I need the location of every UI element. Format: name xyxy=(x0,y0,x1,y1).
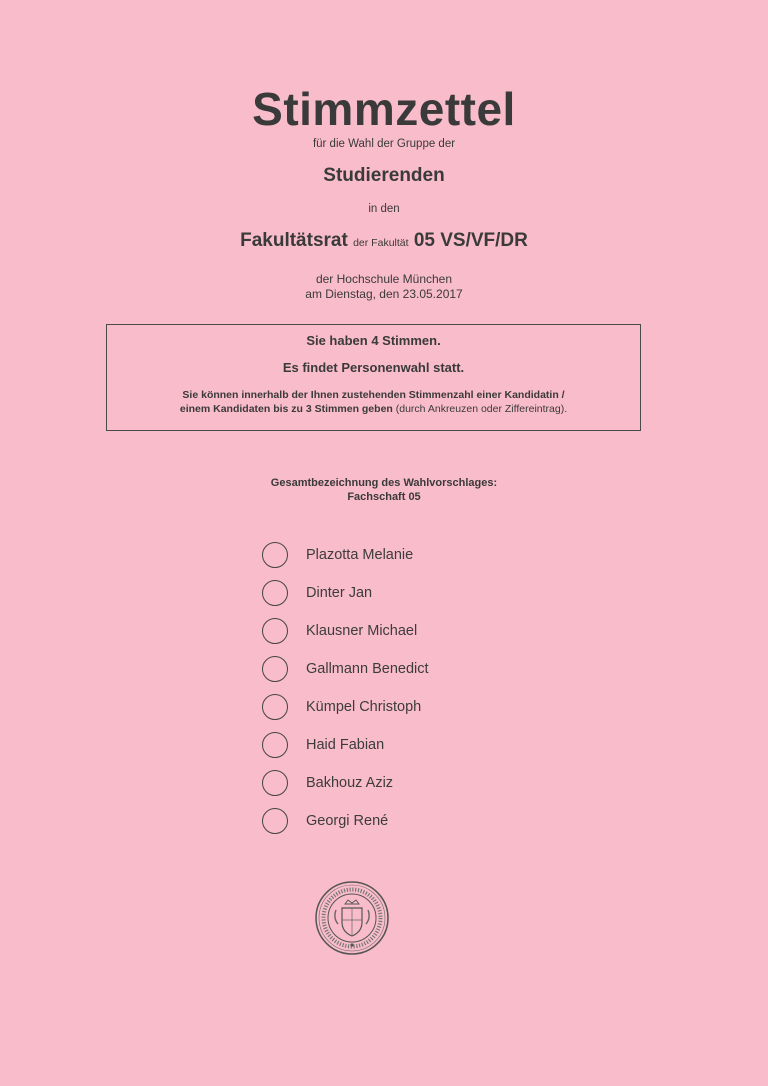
election-body xyxy=(0,230,768,252)
instructions-box xyxy=(106,324,641,431)
election-mode: Es findet Personenwahl statt. xyxy=(282,360,465,375)
ballot-title: Stimmzettel xyxy=(252,83,516,135)
candidate-name: Gallmann Benedict xyxy=(306,661,429,677)
group-prefix: für die Wahl der Gruppe der xyxy=(312,138,456,150)
voting-rule xyxy=(107,388,640,416)
body-name: Fakultätsrat xyxy=(240,230,348,251)
candidate-row[interactable] xyxy=(262,536,562,574)
candidate-name: Georgi René xyxy=(306,813,389,829)
faculty-name: 05 VS/VF/DR xyxy=(413,230,528,251)
vote-circle-icon[interactable] xyxy=(262,618,288,644)
candidate-row[interactable] xyxy=(262,574,562,612)
rule-line-1: Sie können innerhalb der Ihnen zustehenden Stimmenzahl einer Kandidatin / xyxy=(182,389,565,401)
candidate-row[interactable] xyxy=(262,764,562,802)
vote-circle-icon[interactable] xyxy=(262,580,288,606)
proposal-label: Gesamtbezeichnung des Wahlvorschlages: xyxy=(270,477,498,489)
vote-circle-icon[interactable] xyxy=(262,808,288,834)
in-the-label: in den xyxy=(368,203,400,215)
candidate-name: Kümpel Christoph xyxy=(306,699,422,715)
vote-circle-icon[interactable] xyxy=(262,770,288,796)
candidate-row[interactable] xyxy=(262,612,562,650)
voter-group: Studierenden xyxy=(323,165,445,186)
candidate-row[interactable] xyxy=(262,802,562,840)
candidate-row[interactable] xyxy=(262,726,562,764)
votes-count: Sie haben 4 Stimmen. xyxy=(306,333,441,348)
candidate-name: Plazotta Melanie xyxy=(306,547,414,563)
vote-circle-icon[interactable] xyxy=(262,694,288,720)
proposal-name: Fachschaft 05 xyxy=(347,491,421,503)
vote-circle-icon[interactable] xyxy=(262,542,288,568)
election-meta xyxy=(0,272,768,302)
vote-circle-icon[interactable] xyxy=(262,656,288,682)
candidate-list xyxy=(262,536,562,840)
candidate-name: Dinter Jan xyxy=(306,585,373,601)
proposal-heading xyxy=(0,476,768,504)
vote-circle-icon[interactable] xyxy=(262,732,288,758)
candidate-name: Haid Fabian xyxy=(306,737,385,753)
candidate-name: Bakhouz Aziz xyxy=(306,775,394,791)
body-connector: der Fakultät xyxy=(353,237,409,249)
election-date: am Dienstag, den 23.05.2017 xyxy=(305,287,463,301)
candidate-row[interactable] xyxy=(262,650,562,688)
institution: der Hochschule München xyxy=(315,272,453,286)
rule-line-2-bold: einem Kandidaten bis zu 3 Stimmen geben xyxy=(179,403,393,415)
official-seal-icon xyxy=(314,880,390,956)
rule-line-2-rest: (durch Ankreuzen oder Ziffereintrag). xyxy=(392,403,568,415)
candidate-row[interactable] xyxy=(262,688,562,726)
candidate-name: Klausner Michael xyxy=(306,623,418,639)
